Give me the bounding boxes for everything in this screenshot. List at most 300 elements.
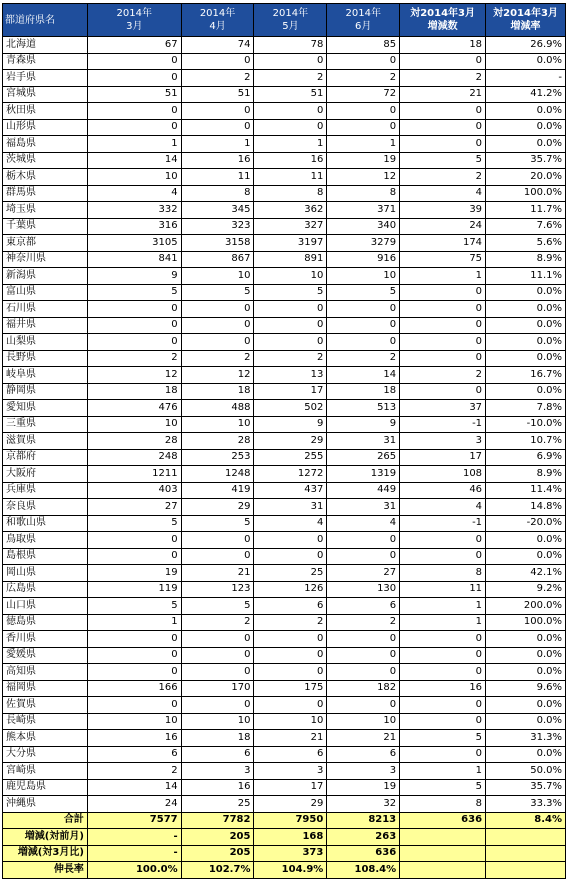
value-cell: 5 — [87, 515, 181, 532]
summary-value-cell: 108.4% — [327, 862, 400, 879]
prefecture-name-cell: 埼玉県 — [3, 202, 88, 219]
value-cell: 78 — [254, 37, 327, 54]
value-cell: 10 — [181, 268, 254, 285]
value-cell: 0 — [400, 697, 486, 714]
value-cell: 16 — [181, 152, 254, 169]
value-cell: 28 — [181, 433, 254, 450]
prefecture-name-cell: 山梨県 — [3, 334, 88, 351]
value-cell: 7.6% — [486, 218, 566, 235]
prefecture-name-cell: 北海道 — [3, 37, 88, 54]
value-cell: 3 — [181, 763, 254, 780]
value-cell: 29 — [254, 796, 327, 813]
table-row — [3, 416, 566, 433]
value-cell: 16 — [254, 152, 327, 169]
summary-value-cell: 104.9% — [254, 862, 327, 879]
value-cell: 0.0% — [486, 697, 566, 714]
value-cell: 0.0% — [486, 103, 566, 120]
summary-value-cell: 636 — [327, 845, 400, 862]
value-cell: 67 — [87, 37, 181, 54]
value-cell: 0 — [181, 301, 254, 318]
summary-value-cell: 263 — [327, 829, 400, 846]
value-cell: 0 — [327, 53, 400, 70]
value-cell: 0 — [254, 697, 327, 714]
value-cell: 0 — [181, 53, 254, 70]
value-cell: 0 — [181, 317, 254, 334]
value-cell: 3 — [327, 763, 400, 780]
value-cell: 0 — [400, 548, 486, 565]
value-cell: 18 — [327, 383, 400, 400]
value-cell: 51 — [181, 86, 254, 103]
summary-label-cell: 増減(対3月比) — [3, 845, 88, 862]
value-cell: 891 — [254, 251, 327, 268]
value-cell: 0 — [87, 548, 181, 565]
table-row — [3, 218, 566, 235]
value-cell: 4 — [400, 185, 486, 202]
value-cell: 0 — [181, 532, 254, 549]
prefecture-name-cell: 和歌山県 — [3, 515, 88, 532]
table-row — [3, 334, 566, 351]
table-row — [3, 350, 566, 367]
prefecture-name-cell: 鳥取県 — [3, 532, 88, 549]
prefecture-name-cell: 石川県 — [3, 301, 88, 318]
table-row — [3, 614, 566, 631]
value-cell: 7.8% — [486, 400, 566, 417]
table-row — [3, 136, 566, 153]
table-row — [3, 53, 566, 70]
value-cell: 5 — [87, 598, 181, 615]
summary-label-cell: 増減(対前月) — [3, 829, 88, 846]
value-cell: 0.0% — [486, 301, 566, 318]
value-cell: 100.0% — [486, 614, 566, 631]
value-cell: 18 — [181, 730, 254, 747]
value-cell: 0.0% — [486, 631, 566, 648]
value-cell: 166 — [87, 680, 181, 697]
value-cell: 27 — [87, 499, 181, 516]
value-cell: 6 — [327, 746, 400, 763]
value-cell: 10 — [181, 416, 254, 433]
summary-value-cell: 102.7% — [181, 862, 254, 879]
prefecture-name-cell: 愛知県 — [3, 400, 88, 417]
table-header — [3, 4, 566, 37]
value-cell: 0 — [400, 532, 486, 549]
value-cell: 0.0% — [486, 532, 566, 549]
value-cell: 108 — [400, 466, 486, 483]
value-cell: 1272 — [254, 466, 327, 483]
summary-value-cell — [400, 829, 486, 846]
value-cell: 0 — [400, 334, 486, 351]
value-cell: 6 — [254, 746, 327, 763]
value-cell: 10 — [327, 268, 400, 285]
value-cell: 362 — [254, 202, 327, 219]
value-cell: 0 — [400, 136, 486, 153]
value-cell: 0 — [87, 664, 181, 681]
value-cell: 2 — [327, 614, 400, 631]
prefecture-name-cell: 三重県 — [3, 416, 88, 433]
value-cell: 437 — [254, 482, 327, 499]
summary-value-cell: 7950 — [254, 812, 327, 829]
value-cell: 21 — [400, 86, 486, 103]
value-cell: 175 — [254, 680, 327, 697]
value-cell: 5 — [400, 779, 486, 796]
table-row — [3, 449, 566, 466]
value-cell: 20.0% — [486, 169, 566, 186]
value-cell: 2 — [400, 367, 486, 384]
table-row — [3, 779, 566, 796]
prefecture-name-cell: 大阪府 — [3, 466, 88, 483]
value-cell: 2 — [87, 350, 181, 367]
table-row — [3, 400, 566, 417]
value-cell: 0 — [87, 697, 181, 714]
value-cell: 0 — [254, 334, 327, 351]
summary-value-cell: 8213 — [327, 812, 400, 829]
value-cell: 3197 — [254, 235, 327, 252]
value-cell: 19 — [327, 152, 400, 169]
value-cell: -20.0% — [486, 515, 566, 532]
value-cell: 0 — [400, 317, 486, 334]
value-cell: 16 — [400, 680, 486, 697]
value-cell: 16 — [87, 730, 181, 747]
column-header: 対2014年3月 増減率 — [486, 4, 566, 37]
column-header: 都道府県名 — [3, 4, 88, 37]
summary-row — [3, 829, 566, 846]
table-footer — [3, 812, 566, 878]
value-cell: 19 — [327, 779, 400, 796]
value-cell: 0.0% — [486, 317, 566, 334]
prefecture-name-cell: 神奈川県 — [3, 251, 88, 268]
value-cell: 419 — [181, 482, 254, 499]
prefecture-name-cell: 佐賀県 — [3, 697, 88, 714]
value-cell: 46 — [400, 482, 486, 499]
value-cell: 0 — [87, 103, 181, 120]
column-header: 2014年 5月 — [254, 4, 327, 37]
summary-value-cell — [486, 845, 566, 862]
value-cell: 1 — [400, 614, 486, 631]
value-cell: 24 — [87, 796, 181, 813]
prefecture-name-cell: 沖縄県 — [3, 796, 88, 813]
value-cell: 9 — [254, 416, 327, 433]
value-cell: 0 — [254, 532, 327, 549]
summary-value-cell: 205 — [181, 845, 254, 862]
value-cell: 0.0% — [486, 664, 566, 681]
value-cell: 0 — [87, 631, 181, 648]
summary-value-cell: - — [87, 845, 181, 862]
summary-value-cell: 8.4% — [486, 812, 566, 829]
value-cell: 0 — [327, 697, 400, 714]
table-row — [3, 202, 566, 219]
value-cell: 6 — [87, 746, 181, 763]
value-cell: 5 — [181, 515, 254, 532]
table-row — [3, 647, 566, 664]
value-cell: 75 — [400, 251, 486, 268]
value-cell: 31 — [254, 499, 327, 516]
value-cell: 24 — [400, 218, 486, 235]
value-cell: 1 — [87, 136, 181, 153]
value-cell: 9.2% — [486, 581, 566, 598]
value-cell: 1 — [254, 136, 327, 153]
prefecture-name-cell: 岩手県 — [3, 70, 88, 87]
value-cell: 174 — [400, 235, 486, 252]
value-cell: 11 — [400, 581, 486, 598]
value-cell: 327 — [254, 218, 327, 235]
summary-value-cell: 168 — [254, 829, 327, 846]
table-row — [3, 746, 566, 763]
value-cell: 8 — [400, 565, 486, 582]
value-cell: 0 — [254, 631, 327, 648]
table-row — [3, 482, 566, 499]
prefecture-name-cell: 鹿児島県 — [3, 779, 88, 796]
value-cell: 3 — [400, 433, 486, 450]
value-cell: 0 — [87, 334, 181, 351]
value-cell: 0.0% — [486, 647, 566, 664]
prefecture-name-cell: 広島県 — [3, 581, 88, 598]
table-row — [3, 235, 566, 252]
value-cell: 0 — [181, 103, 254, 120]
prefecture-name-cell: 徳島県 — [3, 614, 88, 631]
prefecture-name-cell: 島根県 — [3, 548, 88, 565]
value-cell: 5.6% — [486, 235, 566, 252]
value-cell: 11.1% — [486, 268, 566, 285]
table-row — [3, 317, 566, 334]
value-cell: 42.1% — [486, 565, 566, 582]
value-cell: 10.7% — [486, 433, 566, 450]
value-cell: 1211 — [87, 466, 181, 483]
value-cell: 476 — [87, 400, 181, 417]
value-cell: 0 — [400, 713, 486, 730]
prefecture-name-cell: 愛媛県 — [3, 647, 88, 664]
value-cell: 11.7% — [486, 202, 566, 219]
value-cell: 10 — [327, 713, 400, 730]
value-cell: 0.0% — [486, 119, 566, 136]
value-cell: 0 — [87, 119, 181, 136]
table-row — [3, 631, 566, 648]
value-cell: 841 — [87, 251, 181, 268]
value-cell: 50.0% — [486, 763, 566, 780]
value-cell: 31 — [327, 499, 400, 516]
value-cell: 0 — [400, 53, 486, 70]
value-cell: 3158 — [181, 235, 254, 252]
table-row — [3, 433, 566, 450]
prefecture-name-cell: 岐阜県 — [3, 367, 88, 384]
value-cell: 31 — [327, 433, 400, 450]
table-row — [3, 284, 566, 301]
value-cell: 39 — [400, 202, 486, 219]
table-row — [3, 581, 566, 598]
value-cell: 0 — [327, 301, 400, 318]
value-cell: 1 — [181, 136, 254, 153]
value-cell: 0 — [254, 119, 327, 136]
value-cell: 9.6% — [486, 680, 566, 697]
value-cell: 255 — [254, 449, 327, 466]
value-cell: 0 — [400, 664, 486, 681]
value-cell: 2 — [254, 614, 327, 631]
value-cell: 0 — [254, 53, 327, 70]
value-cell: 2 — [400, 169, 486, 186]
value-cell: 29 — [254, 433, 327, 450]
prefecture-name-cell: 京都府 — [3, 449, 88, 466]
summary-row — [3, 812, 566, 829]
value-cell: 0 — [327, 548, 400, 565]
value-cell: 14 — [87, 152, 181, 169]
value-cell: 265 — [327, 449, 400, 466]
value-cell: 4 — [400, 499, 486, 516]
value-cell: 5 — [400, 152, 486, 169]
value-cell: 5 — [327, 284, 400, 301]
value-cell: 21 — [254, 730, 327, 747]
prefecture-name-cell: 高知県 — [3, 664, 88, 681]
prefecture-name-cell: 新潟県 — [3, 268, 88, 285]
prefecture-name-cell: 山口県 — [3, 598, 88, 615]
value-cell: -1 — [400, 416, 486, 433]
value-cell: 0.0% — [486, 746, 566, 763]
value-cell: 332 — [87, 202, 181, 219]
prefecture-name-cell: 千葉県 — [3, 218, 88, 235]
value-cell: 248 — [87, 449, 181, 466]
value-cell: 0 — [254, 103, 327, 120]
value-cell: 37 — [400, 400, 486, 417]
value-cell: 253 — [181, 449, 254, 466]
value-cell: 0.0% — [486, 713, 566, 730]
value-cell: 25 — [181, 796, 254, 813]
value-cell: 5 — [181, 598, 254, 615]
value-cell: 0.0% — [486, 383, 566, 400]
prefecture-name-cell: 大分県 — [3, 746, 88, 763]
table-row — [3, 383, 566, 400]
value-cell: 33.3% — [486, 796, 566, 813]
value-cell: 27 — [327, 565, 400, 582]
value-cell: 35.7% — [486, 152, 566, 169]
value-cell: 0.0% — [486, 548, 566, 565]
value-cell: 5 — [400, 730, 486, 747]
value-cell: 126 — [254, 581, 327, 598]
value-cell: 6 — [181, 746, 254, 763]
prefecture-name-cell: 福島県 — [3, 136, 88, 153]
value-cell: 1248 — [181, 466, 254, 483]
value-cell: 0 — [254, 548, 327, 565]
value-cell: 41.2% — [486, 86, 566, 103]
value-cell: 200.0% — [486, 598, 566, 615]
value-cell: 10 — [87, 713, 181, 730]
value-cell: 2 — [181, 350, 254, 367]
value-cell: 1 — [400, 598, 486, 615]
value-cell: 0 — [400, 103, 486, 120]
value-cell: 0 — [254, 664, 327, 681]
value-cell: 9 — [87, 268, 181, 285]
table-row — [3, 532, 566, 549]
summary-value-cell: - — [87, 829, 181, 846]
value-cell: 4 — [87, 185, 181, 202]
value-cell: 371 — [327, 202, 400, 219]
value-cell: 12 — [327, 169, 400, 186]
value-cell: 0 — [87, 532, 181, 549]
value-cell: 0 — [87, 301, 181, 318]
value-cell: 21 — [181, 565, 254, 582]
value-cell: 0 — [400, 746, 486, 763]
value-cell: 0 — [181, 119, 254, 136]
header-row — [3, 4, 566, 37]
value-cell: 4 — [254, 515, 327, 532]
column-header: 2014年 6月 — [327, 4, 400, 37]
value-cell: 6.9% — [486, 449, 566, 466]
value-cell: 0 — [400, 647, 486, 664]
value-cell: 0 — [181, 697, 254, 714]
value-cell: 5 — [181, 284, 254, 301]
table-row — [3, 367, 566, 384]
value-cell: 8 — [254, 185, 327, 202]
prefecture-name-cell: 東京都 — [3, 235, 88, 252]
value-cell: 12 — [181, 367, 254, 384]
value-cell: - — [486, 70, 566, 87]
value-cell: 123 — [181, 581, 254, 598]
value-cell: 72 — [327, 86, 400, 103]
value-cell: 51 — [87, 86, 181, 103]
value-cell: 323 — [181, 218, 254, 235]
value-cell: 100.0% — [486, 185, 566, 202]
value-cell: -1 — [400, 515, 486, 532]
prefecture-name-cell: 岡山県 — [3, 565, 88, 582]
value-cell: 10 — [87, 169, 181, 186]
value-cell: 31.3% — [486, 730, 566, 747]
prefecture-name-cell: 秋田県 — [3, 103, 88, 120]
value-cell: 3 — [254, 763, 327, 780]
value-cell: 0 — [400, 383, 486, 400]
prefecture-name-cell: 群馬県 — [3, 185, 88, 202]
value-cell: 1 — [327, 136, 400, 153]
value-cell: 14 — [87, 779, 181, 796]
table-row — [3, 37, 566, 54]
value-cell: 0.0% — [486, 284, 566, 301]
value-cell: 14 — [327, 367, 400, 384]
value-cell: 0 — [327, 631, 400, 648]
prefecture-name-cell: 兵庫県 — [3, 482, 88, 499]
value-cell: 11.4% — [486, 482, 566, 499]
value-cell: 13 — [254, 367, 327, 384]
value-cell: 18 — [87, 383, 181, 400]
value-cell: 0 — [87, 70, 181, 87]
column-header: 2014年 4月 — [181, 4, 254, 37]
table-row — [3, 119, 566, 136]
value-cell: 0 — [181, 548, 254, 565]
value-cell: 18 — [400, 37, 486, 54]
value-cell: 0 — [327, 317, 400, 334]
prefecture-name-cell: 奈良県 — [3, 499, 88, 516]
value-cell: 0 — [400, 631, 486, 648]
value-cell: 0 — [327, 119, 400, 136]
value-cell: 0.0% — [486, 136, 566, 153]
table-row — [3, 763, 566, 780]
table-row — [3, 251, 566, 268]
value-cell: 8 — [327, 185, 400, 202]
table-row — [3, 548, 566, 565]
value-cell: 9 — [327, 416, 400, 433]
value-cell: 10 — [87, 416, 181, 433]
value-cell: 51 — [254, 86, 327, 103]
column-header: 2014年 3月 — [87, 4, 181, 37]
summary-value-cell: 100.0% — [87, 862, 181, 879]
column-header: 対2014年3月 増減数 — [400, 4, 486, 37]
value-cell: 1 — [87, 614, 181, 631]
value-cell: 0 — [400, 301, 486, 318]
value-cell: 5 — [254, 284, 327, 301]
value-cell: 0 — [181, 334, 254, 351]
value-cell: 17 — [254, 383, 327, 400]
table-row — [3, 796, 566, 813]
value-cell: 26.9% — [486, 37, 566, 54]
value-cell: 8 — [181, 185, 254, 202]
value-cell: 2 — [87, 763, 181, 780]
value-cell: 16 — [181, 779, 254, 796]
value-cell: 182 — [327, 680, 400, 697]
value-cell: 0 — [181, 664, 254, 681]
